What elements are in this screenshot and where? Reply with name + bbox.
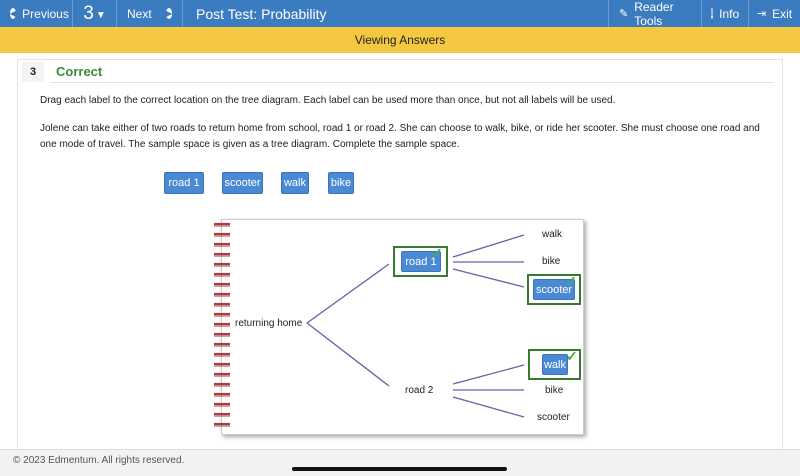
info-button[interactable]	[701, 0, 748, 27]
tree-road2-bike-label: bike	[545, 385, 564, 396]
question-prompt: Jolene can take either of two roads to return home from school, road 1 or road 2. She can choose to walk, bike, or ride her scooter. She must choose one road and one mode of travel. The sample space is given as a tree diagram. Complete the sample space.	[40, 123, 760, 150]
arrow-right-icon: ▶	[165, 8, 172, 18]
next-button[interactable]	[117, 0, 183, 27]
answer-status: Correct	[56, 64, 103, 79]
question-number-dropdown[interactable]	[73, 0, 117, 27]
home-indicator	[292, 467, 507, 471]
viewing-answers-banner	[0, 27, 800, 53]
question-number-badge: 3	[22, 62, 44, 82]
exit-label: Exit	[772, 6, 793, 21]
previous-label: Previous	[22, 6, 69, 21]
top-toolbar	[0, 0, 800, 27]
check-icon: ✓	[565, 273, 577, 289]
drop-zone-road1[interactable]	[393, 246, 448, 277]
info-label: Info	[719, 6, 740, 21]
exit-icon: ⇥	[756, 8, 767, 20]
wrench-icon: ✎	[619, 8, 629, 20]
banner-text: Viewing Answers	[354, 33, 446, 47]
tree-road2-label: road 2	[405, 385, 434, 396]
branch-root-road2	[307, 323, 389, 386]
drop-zone-road1-scooter[interactable]	[527, 274, 581, 305]
tree-road1-bike-label: bike	[542, 256, 561, 267]
drag-label-scooter[interactable]: scooter	[222, 172, 263, 194]
exit-button[interactable]	[748, 0, 800, 27]
reader-tools-button[interactable]	[608, 0, 701, 27]
branch-road2-scooter	[453, 397, 524, 417]
placed-label-walk[interactable]: walk	[542, 354, 568, 375]
branch-road2-walk	[453, 365, 524, 384]
divider	[50, 82, 774, 83]
instructions-text: Drag each label to the correct location on the tree diagram. Each label can be used more than once, but not all labels will be used.	[40, 95, 616, 106]
tree-road1-walk-label: walk	[542, 229, 563, 240]
branch-road1-walk	[453, 235, 524, 257]
arrow-left-icon: ◀	[10, 8, 17, 18]
placed-label-road-1[interactable]: road 1	[401, 251, 441, 272]
info-icon: i	[710, 8, 714, 18]
branch-road1-scooter	[453, 269, 524, 287]
reader-tools-label: Reader Tools	[634, 0, 674, 28]
tree-road2-scooter-label: scooter	[537, 412, 570, 423]
drop-zone-road2-walk[interactable]	[528, 349, 581, 380]
question-number: 3	[83, 2, 94, 24]
drag-label-walk[interactable]: walk	[281, 172, 309, 194]
tree-root-label: returning home	[235, 318, 303, 329]
drag-label-road-1[interactable]: road 1	[164, 172, 204, 194]
previous-button[interactable]	[0, 0, 73, 27]
drag-label-bike[interactable]: bike	[328, 172, 354, 194]
branch-root-road1	[307, 264, 389, 323]
check-icon: ✓	[566, 348, 578, 364]
next-label: Next	[127, 6, 152, 21]
page-title: Post Test: Probability	[196, 5, 327, 22]
chevron-down-icon: ▼	[95, 10, 106, 21]
check-icon: ✓	[431, 245, 443, 261]
copyright-text: © 2023 Edmentum. All rights reserved.	[13, 455, 185, 466]
placed-label-scooter[interactable]: scooter	[533, 279, 575, 300]
